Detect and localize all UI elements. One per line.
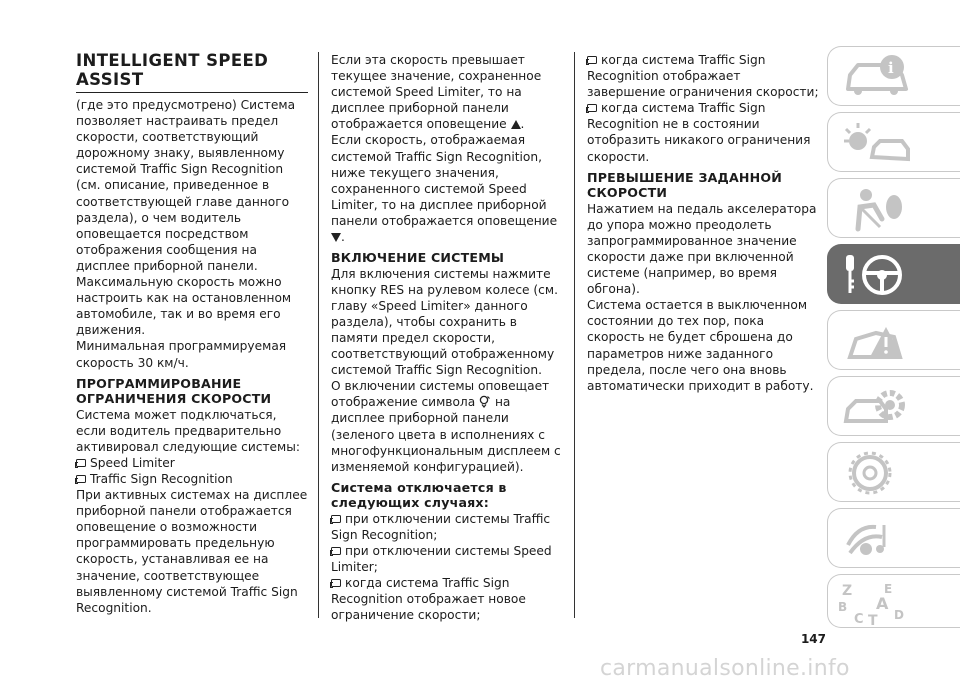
programming-text: Система может подключаться, если водитель предварительно активировал следующие системы: [76,407,300,454]
higher-speed-text: Если эта скорость превышает текущее значение, сохраненное системой Speed Limiter, то на дисплее приборной панели отображается оповещение . [331,53,542,132]
arrow-down-icon [331,233,341,242]
bullet-icon [587,104,597,112]
heading-exceed: ПРЕВЫШЕНИЕ ЗАДАННОЙ СКОРОСТИ [587,169,783,201]
car-info-icon [836,53,946,101]
column-2 [331,52,566,624]
heading-programming: ПРОГРАММИРОВАНИЕ ОГРАНИЧЕНИЯ СКОРОСТИ [76,375,272,407]
list-item: при отключении системы Traffic Sign Recognition; [331,511,551,542]
tab-safety[interactable] [827,178,960,238]
list-item: когда система Traffic Sign Recognition отображает завершение ограничения скорости; [587,53,819,100]
column-divider [574,52,575,618]
dashboard-lights-icon [836,119,946,167]
tab-technical-data[interactable] [827,442,960,502]
index-letter: E [884,582,893,596]
bullet-icon [331,547,341,555]
lower-speed-text: Если скорость, отображаемая системой Traffic Sign Recognition, ниже текущего значения, сохраненного системой Speed Limiter, то на дисплее приборной панели отображается оповещение . [331,133,558,245]
warning-breakdown-icon [836,317,946,365]
exceed-text-1: Нажатием на педаль акселератора до упора можно преодолеть запрограммированное значение скорости даже при включенной системе (например, во время обгона). [587,201,817,297]
max-speed-text: Максимальную скорость можно настроить как на остановленном автомобиле, так и во время его движения. [76,275,292,338]
notify-text: О включении системы оповещает отображение символа на дисплее приборной панели (зеленого цвета в исполнениях с многофункциональным дисплеем с изменяемой конфигурацией). [331,379,561,474]
list-item: Speed Limiter [76,455,308,471]
arrow-up-icon [511,120,521,129]
svg-text:i: i [888,59,894,77]
tab-maintenance[interactable] [827,376,960,436]
watermark: carmanualsonline.info [600,656,850,681]
list-item: когда система Traffic Sign Recognition отображает новое ограничение скорости; [331,576,526,623]
bullet-icon [331,579,341,587]
exceed-text-2: Система остается в выключенном состоянии до тех пор, пока скорость не будет сброшена до параметров ниже заданного предела, после чего она вновь автоматически приходит в работу. [587,298,814,393]
min-speed-text: Минимальная программируемая скорость 30 км/ч. [76,339,287,370]
column-divider [318,52,319,618]
list-item: при отключении системы Speed Limiter; [331,544,552,575]
multimedia-icon [836,515,946,563]
bullet-icon [76,475,86,483]
tab-emergency[interactable] [827,310,960,370]
bullet-icon [587,56,597,64]
enable-text: Для включения системы нажмите кнопку RES на рулевом колесе (см. главу «Speed Limiter» данного раздела), чтобы сохранить в памяти предел скорости, соответствующий отображенному системой Traffic Sign Recognition. [331,266,558,378]
maintenance-icon [836,383,946,431]
index-letter: A [876,594,889,613]
list-item: когда система Traffic Sign Recognition не в состоянии отобразить никакого ограничения скорости. [587,101,811,164]
key-steering-wheel-icon [836,251,946,299]
column-3 [587,52,819,394]
intro-text: (где это предусмотрено) Система позволяет настраивать предел скорости, соответствующий дорожному знаку, выявленному системой Traffic Sign Recognition (см. описание, приведенное в соответствующей главе данного раздела), о чем водитель оповещается посредством отображения сообщения на дисплее приборной панели. [76,98,296,273]
index-letter: C [854,612,864,625]
bullet-icon [331,515,341,523]
list-item: Traffic Sign Recognition [76,471,308,487]
index-letter: Z [842,583,853,599]
tab-multimedia[interactable] [827,508,960,568]
column-1 [76,52,308,616]
index-letter: D [894,608,904,622]
index-letter: B [838,600,848,614]
bullet-icon [76,459,86,467]
index-letter: T [868,613,878,625]
speed-limit-symbol-icon [479,395,491,408]
page-number: 147 [800,632,826,646]
tab-car-info[interactable] [827,46,960,106]
tab-dashboard[interactable] [827,112,960,172]
tab-starting-driving[interactable] [827,244,960,304]
chapter-tabs [827,46,960,628]
heading-off: Система отключается в следующих случаях: [331,479,507,511]
index-icon [836,581,946,625]
heading-enable: ВКЛЮЧЕНИЕ СИСТЕМЫ [331,250,505,266]
tab-index[interactable] [827,574,960,628]
seatbelt-airbag-icon [836,185,946,233]
active-systems-text: При активных системах на дисплее приборной панели отображается оповещение о возможности программировать предельную скорость, устанавливая ее на значение, соответствующее выявленному системой Traffic Sign Recognition. [76,488,308,615]
technical-data-icon [836,449,946,497]
section-title: INTELLIGENT SPEED ASSIST [76,52,308,93]
